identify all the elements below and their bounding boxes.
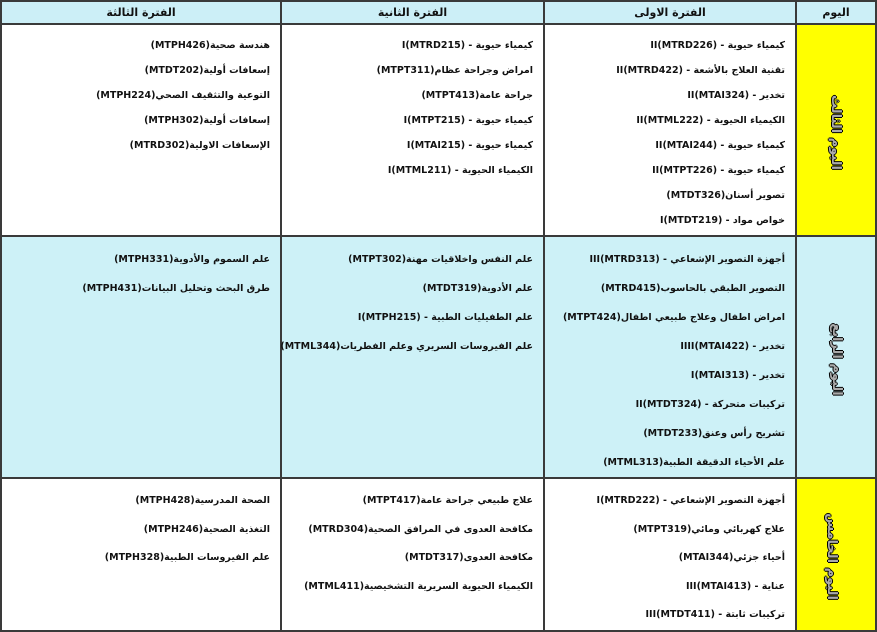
header-row (1, 1, 876, 24)
course-list (545, 25, 795, 233)
period1-cell (544, 478, 796, 631)
course-item: كيمياء حيوية - I(MTAI215) (406, 140, 533, 151)
course-item: الصحة المدرسية(MTPH428) (135, 495, 270, 506)
course-item: علم الفيروسات السريري وعلم الفطريات(MTML344) (280, 341, 533, 352)
day-cell (796, 24, 876, 236)
course-list (282, 237, 543, 361)
course-item: تشريح رأس وعنق(MTDT233) (643, 428, 785, 439)
period1-cell (544, 24, 796, 236)
course-list (2, 25, 280, 158)
period2-cell (281, 24, 544, 236)
course-item: خواص مواد - I(MTDT219) (659, 215, 785, 226)
course-item: تخدير - IIII(MTAI422) (680, 341, 785, 352)
day-label: اليوم الرابع (828, 322, 844, 396)
course-item: علم النفس واخلاقيات مهنة(MTPT302) (348, 254, 533, 265)
course-item: الكيمياء الحيوية - II(MTML222) (636, 115, 785, 126)
course-item: أحياء جزئي(MTAI344) (678, 552, 785, 563)
day-row-5 (1, 478, 876, 631)
day-row-4 (1, 236, 876, 478)
day-label: اليوم الخامس (824, 512, 840, 600)
day-cell (796, 478, 876, 631)
course-item: التوعية والتثقيف الصحي(MTPH224) (96, 90, 270, 101)
course-item: الكيمياء الحيوية السريرية التشخيصية(MTML411) (304, 580, 533, 592)
course-item: علاج طبيعي جراحة عامة(MTPT417) (362, 495, 533, 506)
day-row-3 (1, 24, 876, 236)
course-list (282, 25, 543, 183)
course-item: تقنية العلاج بالأشعة - II(MTRD422) (616, 65, 785, 76)
course-list (282, 479, 543, 601)
header-period3: الفترة الثالثة (1, 1, 281, 24)
course-item: كيمياء حيوية - II(MTRD226) (650, 40, 785, 51)
course-item: امراض اطفال وعلاج طبيعي اطفال(MTPT424) (562, 312, 785, 323)
course-item: علاج كهربائي ومائي(MTPT319) (633, 523, 785, 535)
course-item: الإسعافات الاولية(MTRD302) (129, 140, 270, 151)
course-item: تخدير - I(MTAI313) (690, 370, 785, 381)
course-item: علم الفيروسات الطبية(MTPH328) (104, 552, 270, 563)
period2-cell (281, 236, 544, 478)
course-item: مكافحة العدوى(MTDT317) (404, 552, 533, 563)
course-item: مكافحة العدوى في المرافق الصحية(MTRD304) (308, 523, 533, 535)
header-period2: الفترة الثانية (281, 1, 544, 24)
course-list (2, 479, 280, 573)
header-day: اليوم (796, 1, 876, 24)
period3-cell (1, 478, 281, 631)
day-cell (796, 236, 876, 478)
course-item: امراض وجراحة عظام(MTPT311) (376, 65, 533, 76)
course-item: تخدير - II(MTAI324) (687, 90, 785, 101)
course-item: هندسة صحية(MTPH426) (150, 40, 270, 51)
course-item: كيمياء حيوية - II(MTAI244) (655, 140, 785, 151)
course-item: علم الطفيليات الطبية - I(MTPH215) (357, 312, 533, 323)
course-item: أجهزة التصوير الإشعاعي - III(MTRD313) (589, 254, 785, 265)
course-item: تركيبات متحركة - II(MTDT324) (635, 399, 785, 410)
course-item: إسعافات أولية(MTDT202) (144, 65, 270, 76)
period3-cell (1, 24, 281, 236)
course-item: طرق البحث وتحليل البيانات(MTPH431) (82, 283, 270, 294)
course-item: علم الأدوية(MTDT319) (422, 283, 533, 294)
course-item: إسعافات أولية(MTPH302) (144, 115, 270, 126)
course-list (545, 237, 795, 477)
course-item: أجهزة التصوير الإشعاعي - I(MTRD222) (596, 495, 785, 506)
course-item: كيمياء حيوية - I(MTPT215) (403, 115, 533, 126)
course-item: كيمياء حيوية - II(MTPT226) (652, 165, 785, 176)
course-item: التصوير الطبقي بالحاسوب(MTRD415) (600, 283, 785, 294)
course-item: الكيمياء الحيوية - I(MTML211) (387, 165, 533, 176)
course-item: التغذية الصحية(MTPH246) (143, 523, 270, 535)
course-list (545, 479, 795, 630)
period2-cell (281, 478, 544, 631)
course-item: تركيبات ثابتة - III(MTDT411) (645, 609, 785, 620)
day-label: اليوم الثالث (828, 94, 844, 170)
course-item: كيمياء حيوية - I(MTRD215) (401, 40, 533, 51)
header-period1: الفترة الاولى (544, 1, 796, 24)
period3-cell (1, 236, 281, 478)
course-item: تصوير أسنان(MTDT326) (666, 190, 785, 201)
course-item: علم السموم والأدوية(MTPH331) (114, 254, 270, 265)
course-item: علم الأحياء الدقيقة الطبية(MTML313) (603, 457, 785, 468)
course-item: عناية - III(MTAI413) (685, 580, 785, 592)
course-list (2, 237, 280, 303)
period1-cell (544, 236, 796, 478)
course-item: جراحة عامة(MTPT413) (421, 90, 533, 101)
